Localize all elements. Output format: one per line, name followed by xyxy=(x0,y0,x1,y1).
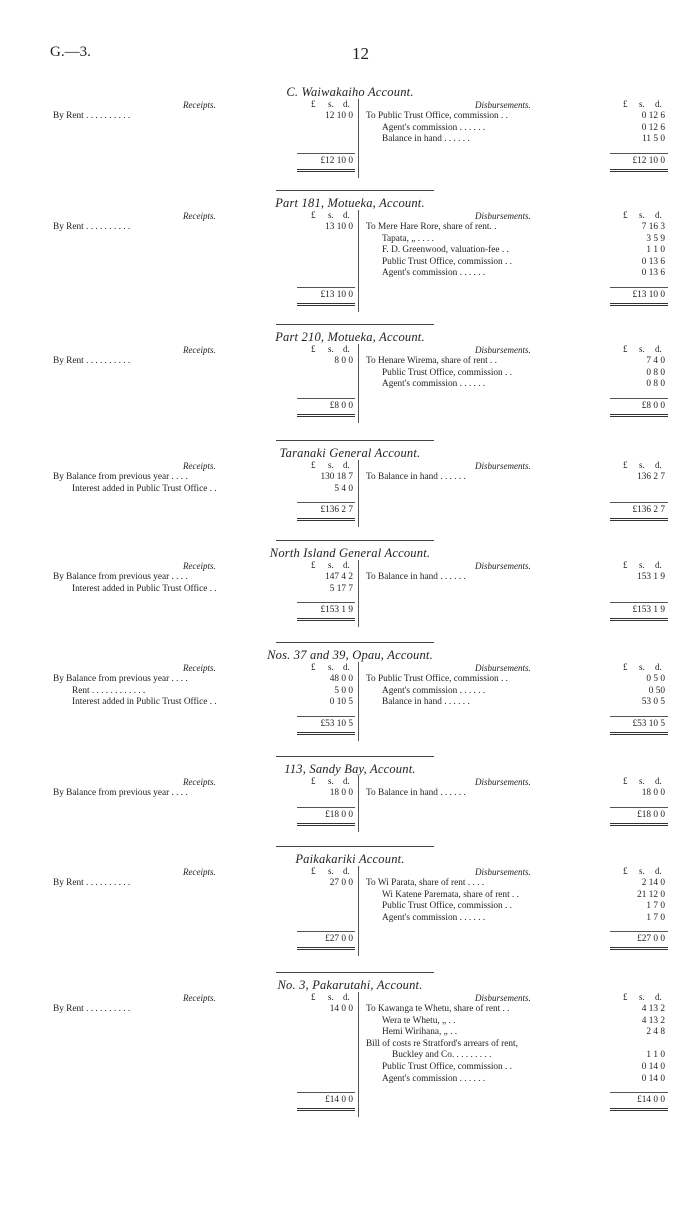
receipts-total-rule xyxy=(297,602,355,603)
disbursement-line: Public Trust Office, commission . . xyxy=(382,901,512,912)
disbursements-total: £13 10 0 xyxy=(632,290,665,300)
disbursements-total: £12 10 0 xyxy=(632,155,665,166)
disbursements-total-double-rule xyxy=(610,947,668,950)
disbursement-amount: 3 5 9 xyxy=(646,233,665,244)
receipts-total: £153 1 9 xyxy=(320,605,353,616)
shillings-column-label: s. xyxy=(639,344,645,354)
account-section xyxy=(0,330,700,450)
receipt-line: By Balance from previous year . . . . xyxy=(53,572,188,582)
section-divider xyxy=(276,642,434,643)
pence-column-label: d. xyxy=(655,992,662,1002)
section-divider xyxy=(276,190,434,191)
disbursement-amount: 4 13 2 xyxy=(641,1004,665,1014)
account-title: Taranaki General Account. xyxy=(279,446,421,460)
receipts-total-double-rule xyxy=(297,732,355,735)
disbursements-total: £136 2 7 xyxy=(632,505,665,516)
shillings-column-label: s. xyxy=(328,210,334,220)
disbursement-line: F. D. Greenwood, valuation-fee . . xyxy=(382,245,509,256)
receipt-line: Interest added in Public Trust Office . . xyxy=(72,483,217,494)
disbursements-total-double-rule xyxy=(610,169,668,172)
pence-column-label: d. xyxy=(343,560,350,570)
receipts-heading: Receipts. xyxy=(183,867,216,877)
section-divider xyxy=(276,756,434,757)
column-divider xyxy=(358,776,359,832)
disbursements-heading: Disbursements. xyxy=(475,663,531,673)
receipts-total: £53 10 5 xyxy=(320,718,353,729)
disbursement-amount: 1 1 0 xyxy=(646,1050,665,1061)
disbursement-amount: 2 14 0 xyxy=(641,878,665,888)
disbursements-total-rule xyxy=(610,1092,668,1093)
disbursement-amount: 7 4 0 xyxy=(646,356,665,366)
receipt-amount: 12 10 0 xyxy=(325,111,353,121)
receipts-total-rule xyxy=(297,502,355,503)
account-title: Part 210, Motueka, Account. xyxy=(275,330,425,344)
disbursements-total-rule xyxy=(610,153,668,154)
disbursements-total: £53 10 5 xyxy=(632,718,665,729)
disbursements-total-double-rule xyxy=(610,414,668,417)
disbursement-amount: 0 14 0 xyxy=(641,1073,665,1084)
receipt-line: By Rent . . . . . . . . . . xyxy=(53,222,131,232)
disbursement-line: To Public Trust Office, commission . . xyxy=(366,674,508,684)
shillings-column-label: s. xyxy=(328,460,334,470)
page-number: 12 xyxy=(352,44,369,63)
disbursements-heading: Disbursements. xyxy=(475,993,531,1003)
disbursement-line: To Mere Hare Rore, share of rent. . xyxy=(366,222,497,232)
receipts-heading: Receipts. xyxy=(183,211,216,221)
account-section xyxy=(0,85,700,205)
receipts-total-double-rule xyxy=(297,823,355,826)
disbursements-total-double-rule xyxy=(610,618,668,621)
receipts-total-double-rule xyxy=(297,414,355,417)
receipt-amount: 5 4 0 xyxy=(334,483,353,494)
pounds-column-label: £ xyxy=(623,99,628,109)
disbursement-line: Public Trust Office, commission . . xyxy=(382,1062,512,1072)
disbursement-line: Bill of costs re Stratford's arrears of rent, xyxy=(366,1038,518,1049)
pounds-column-label: £ xyxy=(311,460,316,470)
receipts-total-double-rule xyxy=(297,947,355,950)
disbursement-line: Balance in hand . . . . . . xyxy=(382,134,470,145)
shillings-column-label: s. xyxy=(328,99,334,109)
disbursement-amount: 0 50 xyxy=(648,685,665,696)
disbursement-line: Tapata, „ . . . . xyxy=(382,233,435,244)
disbursements-total: £27 0 0 xyxy=(637,934,665,945)
disbursements-total-rule xyxy=(610,502,668,503)
disbursements-total: £153 1 9 xyxy=(632,605,665,616)
disbursements-heading: Disbursements. xyxy=(475,777,531,787)
pounds-column-label: £ xyxy=(623,560,628,570)
receipt-line: By Balance from previous year . . . . xyxy=(53,788,188,798)
pence-column-label: d. xyxy=(655,210,662,220)
disbursement-line: Wi Katene Paremata, share of rent . . xyxy=(382,889,519,900)
section-divider xyxy=(276,440,434,441)
disbursement-line: To Henare Wirema, share of rent . . xyxy=(366,356,497,366)
pounds-column-label: £ xyxy=(623,344,628,354)
pounds-column-label: £ xyxy=(311,992,316,1002)
account-section xyxy=(0,196,700,316)
receipts-total-double-rule xyxy=(297,518,355,521)
pence-column-label: d. xyxy=(343,99,350,109)
disbursement-amount: 0 14 0 xyxy=(641,1062,665,1072)
column-divider xyxy=(358,992,359,1117)
disbursements-heading: Disbursements. xyxy=(475,561,531,571)
disbursements-total-double-rule xyxy=(610,303,668,306)
receipt-line: Interest added in Public Trust Office . . xyxy=(72,583,217,594)
pence-column-label: d. xyxy=(343,662,350,672)
disbursement-amount: 4 13 2 xyxy=(641,1015,665,1026)
pounds-column-label: £ xyxy=(311,560,316,570)
disbursements-total-double-rule xyxy=(610,732,668,735)
disbursement-line: To Kawanga te Whetu, share of rent . . xyxy=(366,1004,510,1014)
receipt-amount: 8 0 0 xyxy=(334,356,353,366)
disbursement-amount: 1 1 0 xyxy=(646,245,665,256)
disbursement-amount: 11 5 0 xyxy=(642,134,665,145)
disbursements-total: £8 0 0 xyxy=(641,400,665,411)
receipt-amount: 5 0 0 xyxy=(334,685,353,696)
receipt-amount: 13 10 0 xyxy=(325,222,353,232)
disbursement-line: Buckley and Co. . . . . . . . . xyxy=(392,1050,492,1061)
shillings-column-label: s. xyxy=(328,776,334,786)
disbursement-line: Wera te Whetu, „ . . xyxy=(382,1015,456,1026)
receipts-total: £8 0 0 xyxy=(329,400,353,411)
receipts-total-rule xyxy=(297,1092,355,1093)
receipts-total: £18 0 0 xyxy=(325,809,353,820)
pounds-column-label: £ xyxy=(623,662,628,672)
shillings-column-label: s. xyxy=(328,662,334,672)
disbursements-heading: Disbursements. xyxy=(475,211,531,221)
receipt-line: By Balance from previous year . . . . xyxy=(53,674,188,684)
pounds-column-label: £ xyxy=(623,992,628,1002)
disbursement-line: Balance in hand . . . . . . xyxy=(382,697,470,708)
pounds-column-label: £ xyxy=(311,344,316,354)
disbursement-line: To Wi Parata, share of rent . . . . xyxy=(366,878,485,888)
document-reference: G.—3. xyxy=(50,44,91,60)
receipt-line: By Balance from previous year . . . . xyxy=(53,472,188,482)
disbursement-line: Hemi Wirihana, „ . . xyxy=(382,1027,458,1038)
receipt-line: By Rent . . . . . . . . . . xyxy=(53,111,131,121)
disbursement-amount: 0 8 0 xyxy=(646,379,665,390)
receipts-total-double-rule xyxy=(297,303,355,306)
pence-column-label: d. xyxy=(343,992,350,1002)
shillings-column-label: s. xyxy=(328,560,334,570)
column-divider xyxy=(358,99,359,178)
disbursement-amount: 7 16 3 xyxy=(641,222,665,232)
shillings-column-label: s. xyxy=(639,992,645,1002)
column-divider xyxy=(358,460,359,527)
disbursements-total-double-rule xyxy=(610,823,668,826)
disbursement-line: Public Trust Office, commission . . xyxy=(382,256,512,267)
pence-column-label: d. xyxy=(655,344,662,354)
disbursement-line: Agent's commission . . . . . . xyxy=(382,122,486,133)
column-divider xyxy=(358,344,359,423)
pounds-column-label: £ xyxy=(623,776,628,786)
receipts-total: £13 10 0 xyxy=(320,290,353,300)
shillings-column-label: s. xyxy=(639,210,645,220)
account-section xyxy=(0,852,700,972)
disbursement-amount: 1 7 0 xyxy=(646,912,665,923)
disbursement-line: To Balance in hand . . . . . . xyxy=(366,472,466,482)
receipts-heading: Receipts. xyxy=(183,345,216,355)
disbursement-amount: 53 0 5 xyxy=(641,697,665,708)
shillings-column-label: s. xyxy=(639,560,645,570)
receipts-total-rule xyxy=(297,153,355,154)
pence-column-label: d. xyxy=(343,776,350,786)
shillings-column-label: s. xyxy=(328,866,334,876)
disbursement-line: Public Trust Office, commission . . xyxy=(382,367,512,378)
receipts-heading: Receipts. xyxy=(183,461,216,471)
receipts-total-rule xyxy=(297,287,355,288)
receipts-total: £136 2 7 xyxy=(320,505,353,516)
receipts-heading: Receipts. xyxy=(183,993,216,1003)
receipts-total-rule xyxy=(297,716,355,717)
pence-column-label: d. xyxy=(655,560,662,570)
receipt-amount: 48 0 0 xyxy=(329,674,353,684)
shillings-column-label: s. xyxy=(639,460,645,470)
disbursement-amount: 0 12 6 xyxy=(641,122,665,133)
receipts-total-double-rule xyxy=(297,1108,355,1111)
disbursement-amount: 153 1 9 xyxy=(637,572,665,582)
pounds-column-label: £ xyxy=(311,776,316,786)
disbursement-amount: 1 7 0 xyxy=(646,901,665,912)
disbursement-line: Agent's commission . . . . . . xyxy=(382,912,486,923)
receipts-total: £27 0 0 xyxy=(325,934,353,945)
receipts-total-rule xyxy=(297,807,355,808)
disbursement-amount: 2 4 8 xyxy=(646,1027,665,1038)
disbursement-amount: 21 12 0 xyxy=(637,889,665,900)
section-divider xyxy=(276,846,434,847)
receipt-amount: 14 0 0 xyxy=(329,1004,353,1014)
account-section xyxy=(0,648,700,768)
column-divider xyxy=(358,866,359,956)
disbursements-total: £14 0 0 xyxy=(637,1095,665,1106)
receipt-line: By Rent . . . . . . . . . . xyxy=(53,1004,131,1014)
account-title: Part 181, Motueka, Account. xyxy=(275,196,425,210)
disbursements-total-rule xyxy=(610,807,668,808)
disbursements-total: £18 0 0 xyxy=(637,809,665,820)
section-divider xyxy=(276,324,434,325)
disbursement-amount: 0 13 6 xyxy=(641,268,665,279)
pence-column-label: d. xyxy=(343,344,350,354)
pence-column-label: d. xyxy=(343,460,350,470)
pounds-column-label: £ xyxy=(623,866,628,876)
receipts-total: £14 0 0 xyxy=(325,1095,353,1106)
disbursement-line: Agent's commission . . . . . . xyxy=(382,379,486,390)
disbursement-amount: 18 0 0 xyxy=(641,788,665,798)
receipts-total-double-rule xyxy=(297,169,355,172)
shillings-column-label: s. xyxy=(328,344,334,354)
receipt-line: Interest added in Public Trust Office . . xyxy=(72,697,217,708)
column-divider xyxy=(358,210,359,312)
receipts-heading: Receipts. xyxy=(183,777,216,787)
pounds-column-label: £ xyxy=(623,460,628,470)
disbursement-line: To Balance in hand . . . . . . xyxy=(366,788,466,798)
receipt-line: By Rent . . . . . . . . . . xyxy=(53,878,131,888)
shillings-column-label: s. xyxy=(328,992,334,1002)
receipt-line: Rent . . . . . . . . . . . . xyxy=(72,685,146,696)
shillings-column-label: s. xyxy=(639,99,645,109)
disbursements-total-double-rule xyxy=(610,518,668,521)
pounds-column-label: £ xyxy=(311,662,316,672)
receipts-total-rule xyxy=(297,931,355,932)
pence-column-label: d. xyxy=(655,776,662,786)
disbursement-amount: 0 12 6 xyxy=(641,111,665,121)
account-title: North Island General Account. xyxy=(269,546,431,560)
receipt-amount: 5 17 7 xyxy=(329,583,353,594)
account-title: No. 3, Pakarutahi, Account. xyxy=(277,978,423,992)
disbursement-line: Agent's commission . . . . . . xyxy=(382,1073,486,1084)
account-section xyxy=(0,978,700,1106)
pounds-column-label: £ xyxy=(311,99,316,109)
receipts-total-rule xyxy=(297,398,355,399)
receipt-amount: 130 18 7 xyxy=(320,472,353,482)
receipt-amount: 27 0 0 xyxy=(329,878,353,888)
pence-column-label: d. xyxy=(655,662,662,672)
shillings-column-label: s. xyxy=(639,776,645,786)
disbursements-heading: Disbursements. xyxy=(475,345,531,355)
pounds-column-label: £ xyxy=(311,210,316,220)
receipt-amount: 18 0 0 xyxy=(329,788,353,798)
pence-column-label: d. xyxy=(655,99,662,109)
column-divider xyxy=(358,662,359,741)
receipt-amount: 147 4 2 xyxy=(325,572,353,582)
disbursement-line: To Balance in hand . . . . . . xyxy=(366,572,466,582)
disbursement-line: Agent's commission . . . . . . xyxy=(382,268,486,279)
shillings-column-label: s. xyxy=(639,662,645,672)
pence-column-label: d. xyxy=(343,210,350,220)
pounds-column-label: £ xyxy=(311,866,316,876)
section-divider xyxy=(276,540,434,541)
disbursements-heading: Disbursements. xyxy=(475,867,531,877)
disbursement-line: Agent's commission . . . . . . xyxy=(382,685,486,696)
disbursement-amount: 0 13 6 xyxy=(641,256,665,267)
receipt-line: By Rent . . . . . . . . . . xyxy=(53,356,131,366)
disbursements-heading: Disbursements. xyxy=(475,461,531,471)
account-title: Nos. 37 and 39, Opau, Account. xyxy=(267,648,433,662)
receipts-total-double-rule xyxy=(297,618,355,621)
disbursements-total-rule xyxy=(610,602,668,603)
receipts-heading: Receipts. xyxy=(183,561,216,571)
account-title: Paikakariki Account. xyxy=(295,852,405,866)
disbursement-amount: 136 2 7 xyxy=(637,472,665,482)
column-divider xyxy=(358,560,359,627)
disbursements-total-rule xyxy=(610,287,668,288)
section-divider xyxy=(276,972,434,973)
receipt-amount: 0 10 5 xyxy=(329,697,353,708)
account-title: 113, Sandy Bay, Account. xyxy=(284,762,416,776)
receipts-heading: Receipts. xyxy=(183,100,216,110)
disbursements-total-rule xyxy=(610,398,668,399)
disbursements-total-double-rule xyxy=(610,1108,668,1111)
pence-column-label: d. xyxy=(343,866,350,876)
receipts-total: £12 10 0 xyxy=(320,155,353,166)
disbursement-amount: 0 5 0 xyxy=(646,674,665,684)
disbursement-amount: 0 8 0 xyxy=(646,367,665,378)
disbursements-total-rule xyxy=(610,931,668,932)
disbursements-heading: Disbursements. xyxy=(475,100,531,110)
disbursement-line: To Public Trust Office, commission . . xyxy=(366,111,508,121)
pence-column-label: d. xyxy=(655,866,662,876)
receipts-heading: Receipts. xyxy=(183,663,216,673)
disbursements-total-rule xyxy=(610,716,668,717)
shillings-column-label: s. xyxy=(639,866,645,876)
account-title: C. Waiwakaiho Account. xyxy=(286,85,414,99)
pounds-column-label: £ xyxy=(623,210,628,220)
pence-column-label: d. xyxy=(655,460,662,470)
